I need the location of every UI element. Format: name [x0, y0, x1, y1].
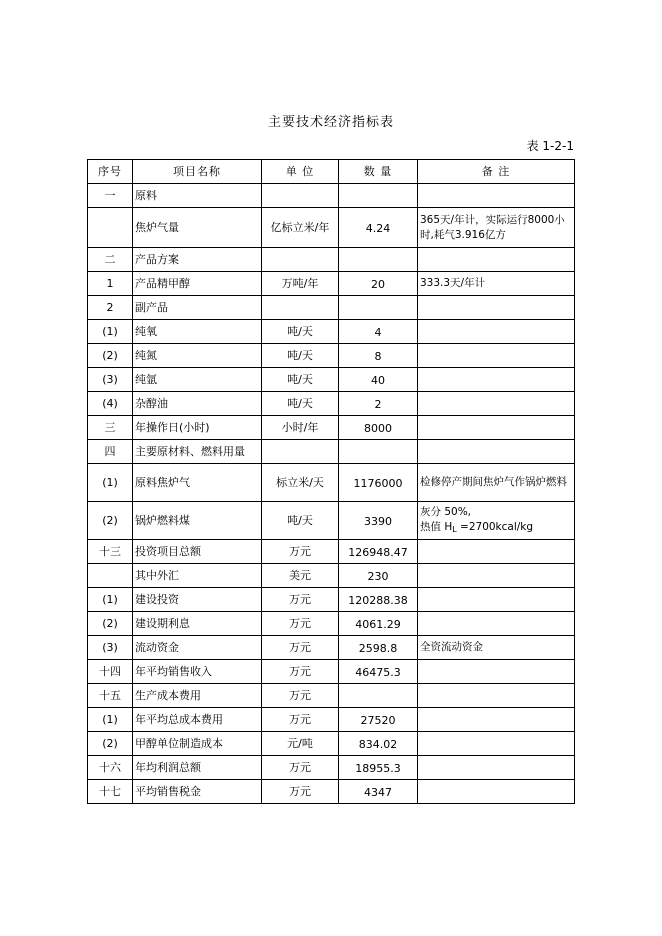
cell-unit: 吨/天 — [262, 392, 339, 416]
cell-no: 十六 — [88, 756, 133, 780]
cell-name: 其中外汇 — [133, 564, 262, 588]
cell-note — [418, 660, 575, 684]
heat-value-suffix: =2700kcal/kg — [456, 520, 534, 533]
cell-note — [418, 708, 575, 732]
cell-note — [418, 612, 575, 636]
table-row — [88, 780, 575, 804]
cell-no: (1) — [88, 320, 133, 344]
cell-unit — [262, 296, 339, 320]
table-row — [88, 184, 575, 208]
cell-qty: 2 — [339, 392, 418, 416]
cell-qty: 4.24 — [339, 208, 418, 248]
header-unit: 单 位 — [262, 160, 339, 184]
cell-name: 甲醇单位制造成本 — [133, 732, 262, 756]
cell-name: 生产成本费用 — [133, 684, 262, 708]
cell-qty — [339, 296, 418, 320]
cell-no: 十五 — [88, 684, 133, 708]
cell-unit: 吨/天 — [262, 320, 339, 344]
table-row — [88, 464, 575, 502]
cell-name: 年平均总成本费用 — [133, 708, 262, 732]
cell-note — [418, 248, 575, 272]
table-row — [88, 248, 575, 272]
cell-qty: 834.02 — [339, 732, 418, 756]
table-row — [88, 660, 575, 684]
cell-unit: 万元 — [262, 708, 339, 732]
cell-name: 年操作日(小时) — [133, 416, 262, 440]
cell-note — [418, 440, 575, 464]
cell-no: 四 — [88, 440, 133, 464]
cell-unit: 万元 — [262, 660, 339, 684]
cell-qty: 4061.29 — [339, 612, 418, 636]
cell-qty — [339, 684, 418, 708]
cell-note — [418, 416, 575, 440]
cell-name: 纯氩 — [133, 368, 262, 392]
cell-note: 333.3天/年计 — [418, 272, 575, 296]
cell-name: 年均利润总额 — [133, 756, 262, 780]
table-row — [88, 502, 575, 540]
table-row — [88, 344, 575, 368]
cell-name: 建设投资 — [133, 588, 262, 612]
cell-qty: 120288.38 — [339, 588, 418, 612]
cell-unit: 标立米/天 — [262, 464, 339, 502]
header-row — [88, 160, 575, 184]
heat-value-subscript: L — [452, 524, 457, 534]
cell-name: 杂醇油 — [133, 392, 262, 416]
cell-qty: 27520 — [339, 708, 418, 732]
cell-note: 全资流动资金 — [418, 636, 575, 660]
cell-note — [418, 588, 575, 612]
cell-name: 纯氧 — [133, 320, 262, 344]
cell-note — [418, 344, 575, 368]
cell-qty: 4 — [339, 320, 418, 344]
cell-name: 锅炉燃料煤 — [133, 502, 262, 540]
header-name: 项目名称 — [133, 160, 262, 184]
cell-unit: 元/吨 — [262, 732, 339, 756]
cell-no: 二 — [88, 248, 133, 272]
cell-note — [418, 502, 575, 540]
cell-note — [418, 684, 575, 708]
cell-qty: 230 — [339, 564, 418, 588]
header-no: 序号 — [88, 160, 133, 184]
cell-name: 建设期利息 — [133, 612, 262, 636]
cell-unit: 吨/天 — [262, 502, 339, 540]
cell-name: 产品精甲醇 — [133, 272, 262, 296]
cell-unit: 吨/天 — [262, 368, 339, 392]
cell-no: (2) — [88, 344, 133, 368]
cell-no: 1 — [88, 272, 133, 296]
table-row — [88, 540, 575, 564]
cell-no — [88, 564, 133, 588]
cell-name: 年平均销售收入 — [133, 660, 262, 684]
note-line: 灰分 50%, — [420, 505, 472, 518]
cell-unit: 万吨/年 — [262, 272, 339, 296]
cell-no: 三 — [88, 416, 133, 440]
cell-unit: 万元 — [262, 636, 339, 660]
cell-name: 副产品 — [133, 296, 262, 320]
cell-name: 流动资金 — [133, 636, 262, 660]
cell-unit — [262, 248, 339, 272]
cell-no: (3) — [88, 636, 133, 660]
page-title: 主要技术经济指标表 — [267, 115, 394, 130]
header-qty: 数 量 — [339, 160, 418, 184]
cell-qty: 46475.3 — [339, 660, 418, 684]
cell-name: 焦炉气量 — [133, 208, 262, 248]
cell-no: (3) — [88, 368, 133, 392]
cell-unit: 万元 — [262, 612, 339, 636]
cell-note — [418, 392, 575, 416]
cell-qty — [339, 440, 418, 464]
cell-unit: 万元 — [262, 540, 339, 564]
cell-no: (2) — [88, 612, 133, 636]
cell-no: 十七 — [88, 780, 133, 804]
cell-qty: 4347 — [339, 780, 418, 804]
cell-name: 主要原材料、燃料用量 — [133, 440, 262, 464]
cell-no: (1) — [88, 708, 133, 732]
table-row — [88, 708, 575, 732]
cell-note — [418, 320, 575, 344]
cell-qty: 1176000 — [339, 464, 418, 502]
cell-name: 原料焦炉气 — [133, 464, 262, 502]
table-row — [88, 272, 575, 296]
cell-unit: 小时/年 — [262, 416, 339, 440]
cell-qty: 20 — [339, 272, 418, 296]
header-note: 备 注 — [418, 160, 575, 184]
cell-qty: 8 — [339, 344, 418, 368]
indicators-table — [87, 159, 575, 804]
cell-unit: 美元 — [262, 564, 339, 588]
table-row — [88, 588, 575, 612]
cell-unit — [262, 184, 339, 208]
table-row — [88, 208, 575, 248]
cell-qty: 126948.47 — [339, 540, 418, 564]
heat-value-prefix: 热值 H — [420, 520, 453, 533]
cell-no: (1) — [88, 464, 133, 502]
heat-value-line — [420, 520, 572, 537]
cell-qty: 2598.8 — [339, 636, 418, 660]
cell-no: (2) — [88, 502, 133, 540]
cell-qty — [339, 248, 418, 272]
cell-qty: 18955.3 — [339, 756, 418, 780]
cell-no — [88, 208, 133, 248]
cell-unit — [262, 440, 339, 464]
cell-note — [418, 564, 575, 588]
cell-unit: 万元 — [262, 780, 339, 804]
cell-no: 2 — [88, 296, 133, 320]
cell-qty: 8000 — [339, 416, 418, 440]
table-row — [88, 296, 575, 320]
cell-note — [418, 540, 575, 564]
table-row — [88, 684, 575, 708]
cell-no: (1) — [88, 588, 133, 612]
cell-name: 平均销售税金 — [133, 780, 262, 804]
cell-no: 一 — [88, 184, 133, 208]
table-row — [88, 416, 575, 440]
cell-note — [418, 756, 575, 780]
table-row — [88, 368, 575, 392]
cell-unit: 亿标立米/年 — [262, 208, 339, 248]
cell-name: 纯氮 — [133, 344, 262, 368]
cell-note: 检修停产期间焦炉气作锅炉燃料 — [418, 464, 575, 502]
cell-no: 十三 — [88, 540, 133, 564]
cell-unit: 万元 — [262, 756, 339, 780]
cell-qty: 3390 — [339, 502, 418, 540]
cell-no: 十四 — [88, 660, 133, 684]
cell-note — [418, 780, 575, 804]
table-row — [88, 732, 575, 756]
cell-note: 365天/年计，实际运行8000小时,耗气3.916亿方 — [418, 208, 575, 248]
cell-name: 产品方案 — [133, 248, 262, 272]
cell-no: (4) — [88, 392, 133, 416]
table-row — [88, 320, 575, 344]
cell-name: 原料 — [133, 184, 262, 208]
cell-note — [418, 732, 575, 756]
cell-note — [418, 296, 575, 320]
cell-name: 投资项目总额 — [133, 540, 262, 564]
table-row — [88, 612, 575, 636]
table-row — [88, 756, 575, 780]
cell-note — [418, 368, 575, 392]
cell-unit: 万元 — [262, 684, 339, 708]
table-row — [88, 564, 575, 588]
cell-qty — [339, 184, 418, 208]
table-body — [88, 160, 575, 804]
table-row — [88, 440, 575, 464]
table-row — [88, 392, 575, 416]
cell-no: (2) — [88, 732, 133, 756]
table-number: 表 1-2-1 — [526, 139, 574, 153]
cell-note — [418, 184, 575, 208]
cell-unit: 吨/天 — [262, 344, 339, 368]
table-row — [88, 636, 575, 660]
cell-qty: 40 — [339, 368, 418, 392]
cell-unit: 万元 — [262, 588, 339, 612]
